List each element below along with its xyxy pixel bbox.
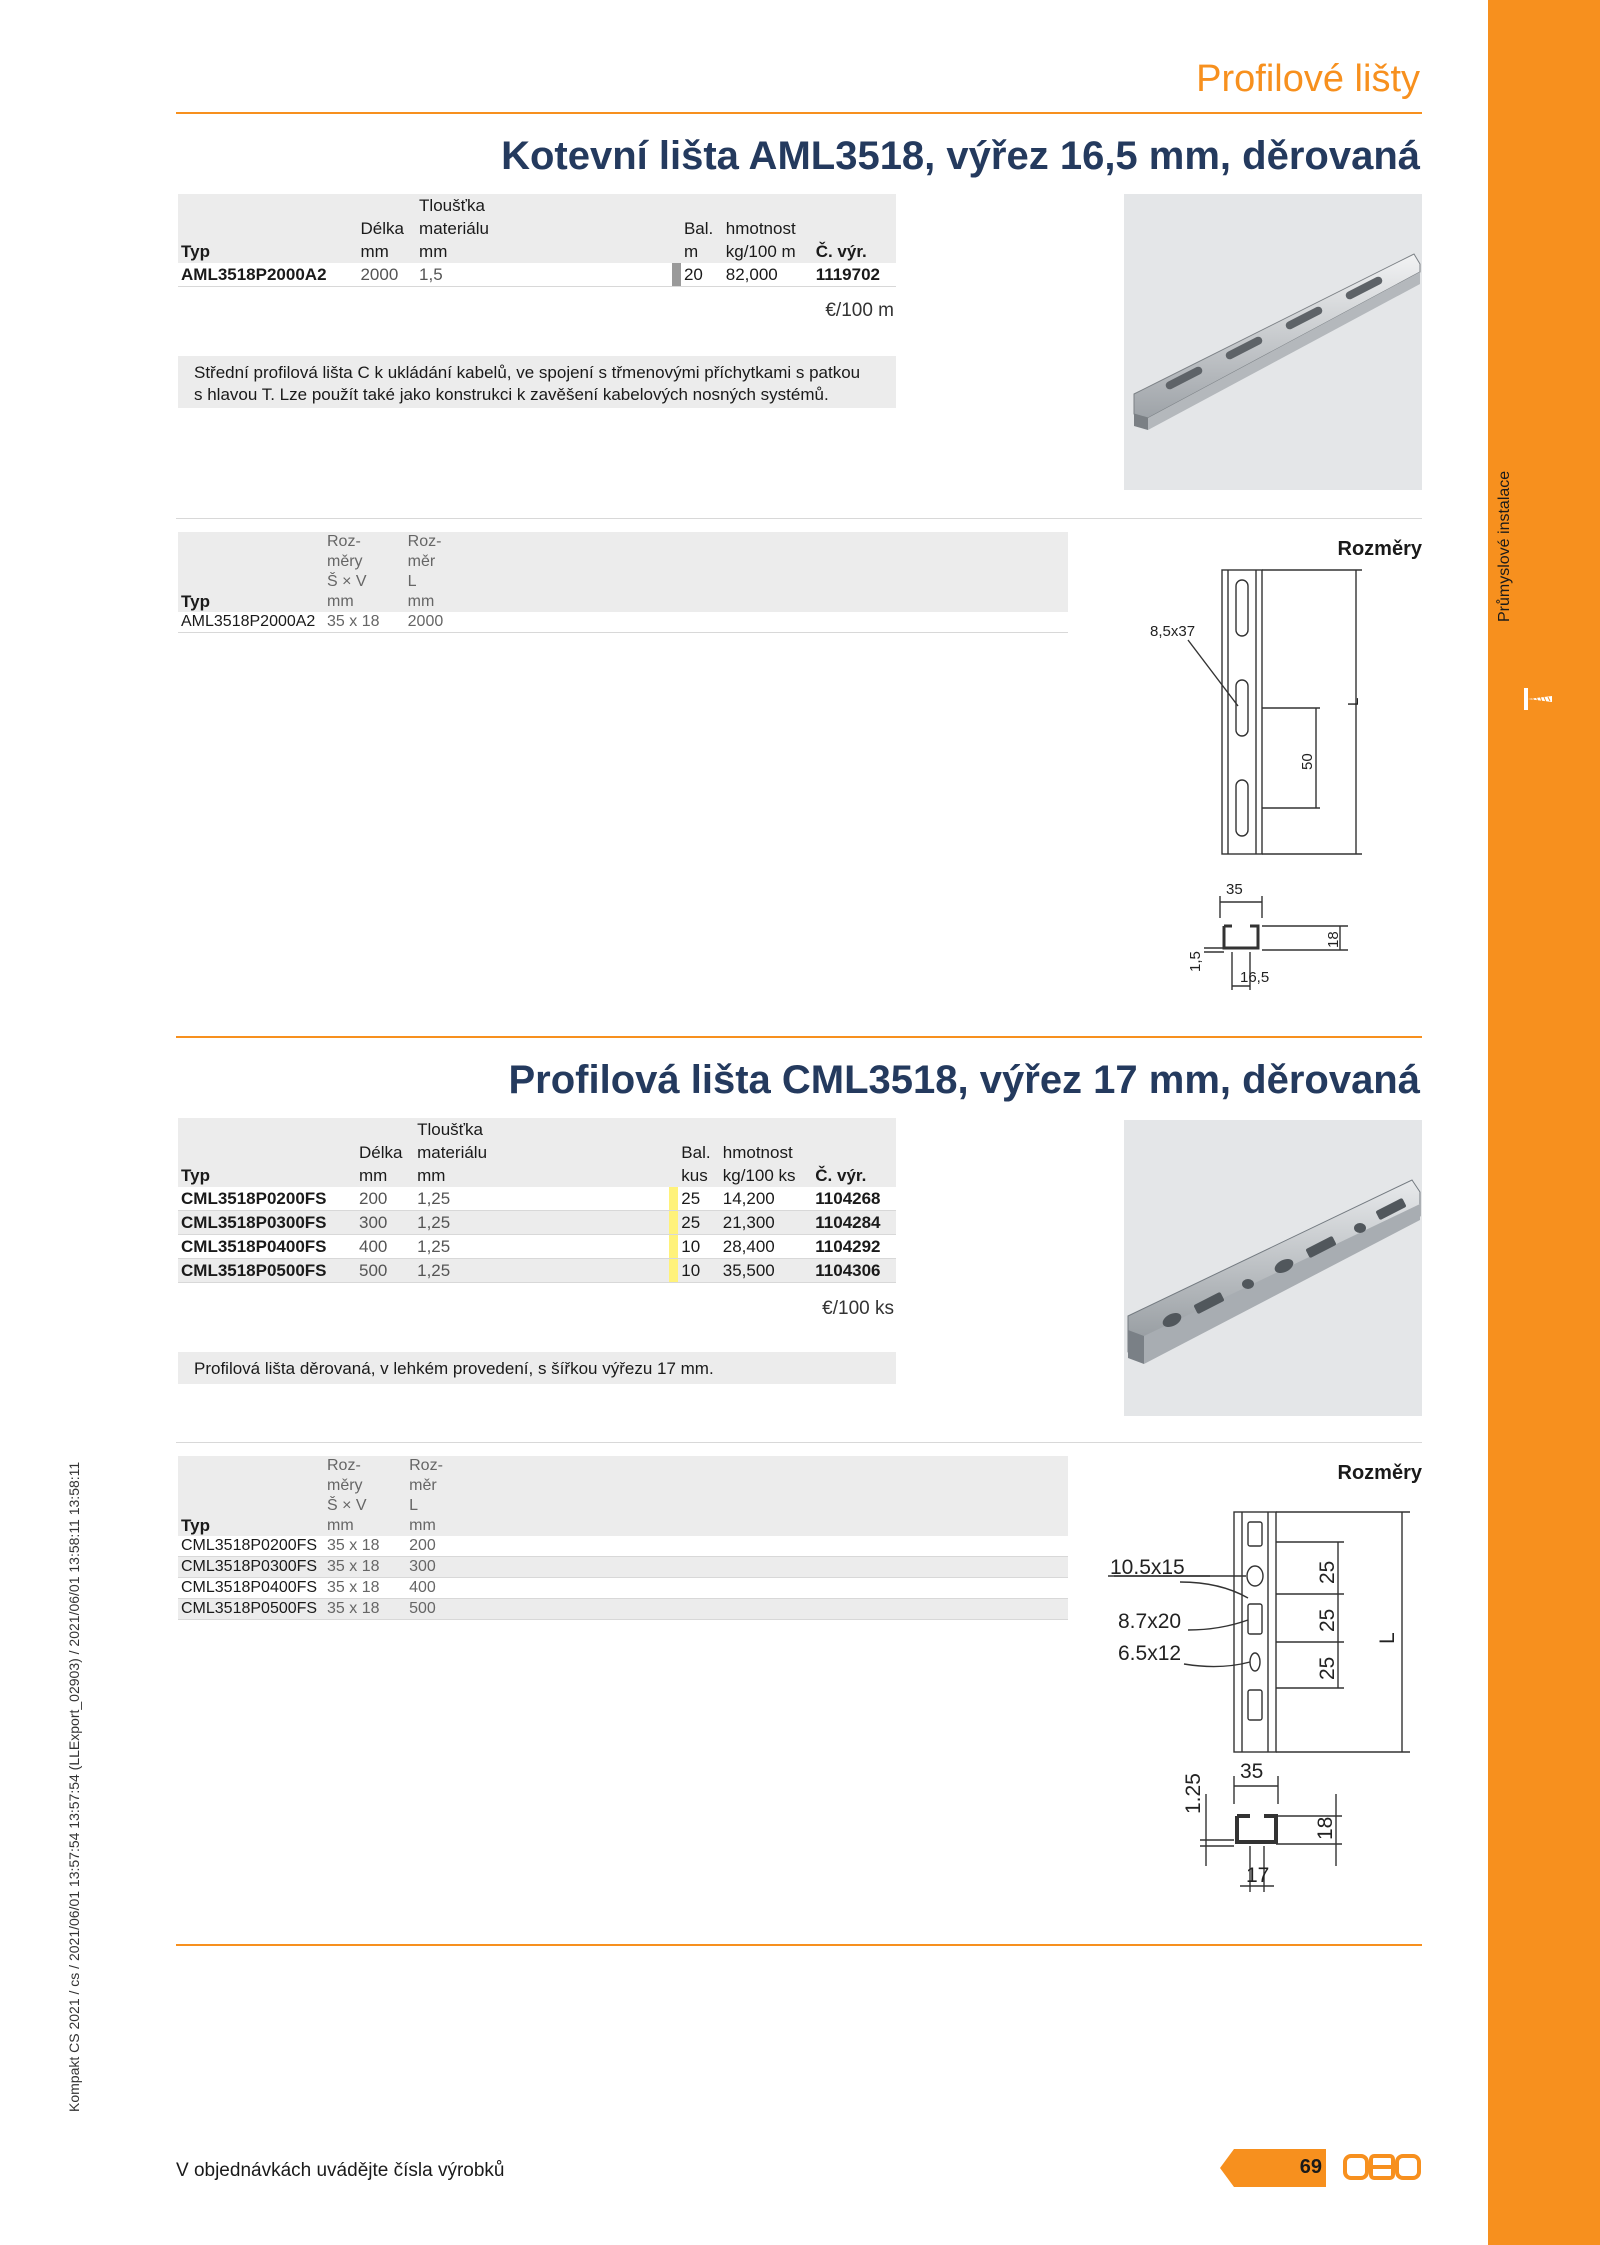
table-row: CML3518P0400FS 35 x 18 400: [178, 1578, 1068, 1599]
section2-bottom-rule: [176, 1944, 1422, 1946]
print-imprint: Kompakt CS 2021 / cs / 2021/06/01 13:57:54 13:57:54 (LLExport_02903) / 2021/06/01 13:58:11 13:58:11: [66, 1461, 82, 2112]
dim-slot-c: 6.5x12: [1118, 1642, 1182, 1665]
dim-pitch-3: 25: [1316, 1656, 1339, 1680]
section2-rule: [176, 1036, 1422, 1038]
dim-width: 35: [1226, 881, 1243, 898]
dim-pitch-2: 25: [1316, 1608, 1339, 1632]
profile-rail-image: [1124, 1120, 1422, 1416]
section2-product-table: Tloušťka Délka materiálu Bal. hmotnost Typ mm mm kus kg/100 ks Č. výr. CML3518P0200FS 200 1,25 25 14,200 1104268 CML3518P0300FS 300 1,25 25 21,300 1104284 CML3518P0400FS 400 1,25 10 28,400 1104292 CML3518P0500FS 500 1,25 10 35,500 1104306: [178, 1118, 896, 1283]
anchor-screw-icon: [1520, 686, 1556, 712]
section1-divider: [176, 518, 1422, 519]
dim-slot-b: 8.7x20: [1118, 1610, 1182, 1633]
table-row: CML3518P0300FS 35 x 18 300: [178, 1557, 1068, 1578]
dim-slot: 8,5x37: [1150, 623, 1196, 640]
table-row: CML3518P0500FS 500 1,25 10 35,500 1104306: [178, 1259, 896, 1283]
table-row: CML3518P0200FS 200 1,25 25 14,200 1104268: [178, 1187, 896, 1211]
table-row: CML3518P0200FS 35 x 18 200: [178, 1536, 1068, 1557]
dim-pitch-1: 25: [1316, 1560, 1339, 1584]
section2-technical-drawing: [1100, 1494, 1420, 1924]
footer-note: V objednávkách uvádějte čísla výrobků: [176, 2160, 505, 2181]
dim-height: 18: [1325, 931, 1342, 948]
side-tab-label: Průmyslové instalace: [1496, 470, 1513, 622]
obo-logo: [1344, 2150, 1420, 2184]
section2-dims-table: Roz- Roz- měry měr Š × V L Typ mm mm CML3518P0200FS 35 x 18 200 CML3518P0300FS 35 x 18 300 CML3518P0400FS 35 x 18 400 CML3518P0500FS 35 x 18 500: [178, 1456, 1068, 1620]
header-rule: [176, 112, 1422, 114]
section1-title: Kotevní lišta AML3518, výřez 16,5 mm, děrovaná: [501, 134, 1420, 178]
table-row: CML3518P0400FS 400 1,25 10 28,400 1104292: [178, 1235, 896, 1259]
table-row: AML3518P2000A2 35 x 18 2000: [178, 612, 1068, 633]
table-row: CML3518P0300FS 300 1,25 25 21,300 1104284: [178, 1211, 896, 1235]
section1-dims-label: Rozměry: [1337, 538, 1422, 560]
section1-description: Střední profilová lišta C k ukládání kabelů, ve spojení s třmenovými příchytkami s patkou s hlavou T. Lze použít také jako konstrukci k zavěšení kabelových nosných systémů.: [178, 356, 896, 408]
dim-length: L: [1376, 1632, 1399, 1644]
dim-thickness: 1.25: [1182, 1773, 1205, 1814]
table-row: CML3518P0500FS 35 x 18 500: [178, 1599, 1068, 1620]
section1-dims-table: Roz- Roz- měry měr Š × V L Typ mm mm AML3518P2000A2 35 x 18 2000: [178, 532, 1068, 633]
page-number: 69: [1299, 2156, 1322, 2178]
page-category-title: Profilové lišty: [1196, 58, 1420, 100]
section2-price-unit: €/100 ks: [822, 1298, 894, 1319]
dim-slot-a: 10.5x15: [1110, 1556, 1185, 1579]
section2-description: Profilová lišta děrovaná, v lehkém provedení, s šířkou výřezu 17 mm.: [178, 1352, 896, 1384]
anchor-rail-image: [1124, 194, 1422, 490]
dim-pitch: 50: [1299, 753, 1316, 770]
section1-product-table: Tloušťka Délka materiálu Bal. hmotnost Typ mm mm m kg/100 m Č. výr. AML3518P2000A2 2000 1,5 20 82,000 1119702: [178, 194, 896, 287]
side-tab-bar: [1488, 0, 1600, 2245]
dim-width: 35: [1240, 1760, 1264, 1783]
table-row: AML3518P2000A2 2000 1,5 20 82,000 1119702: [178, 263, 896, 287]
section2-product-photo: [1124, 1120, 1422, 1416]
section1-price-unit: €/100 m: [825, 300, 894, 321]
section2-divider: [176, 1442, 1422, 1443]
dim-opening: 16,5: [1240, 969, 1270, 986]
dim-height: 18: [1314, 1816, 1337, 1840]
section2-title: Profilová lišta CML3518, výřez 17 mm, děrovaná: [508, 1058, 1420, 1102]
section1-product-photo: [1124, 194, 1422, 490]
dim-length: L: [1345, 697, 1362, 706]
dim-thickness: 1,5: [1187, 951, 1204, 972]
section1-technical-drawing: [1140, 556, 1360, 1006]
section2-dims-label: Rozměry: [1337, 1462, 1422, 1484]
dim-opening: 17: [1246, 1864, 1270, 1887]
